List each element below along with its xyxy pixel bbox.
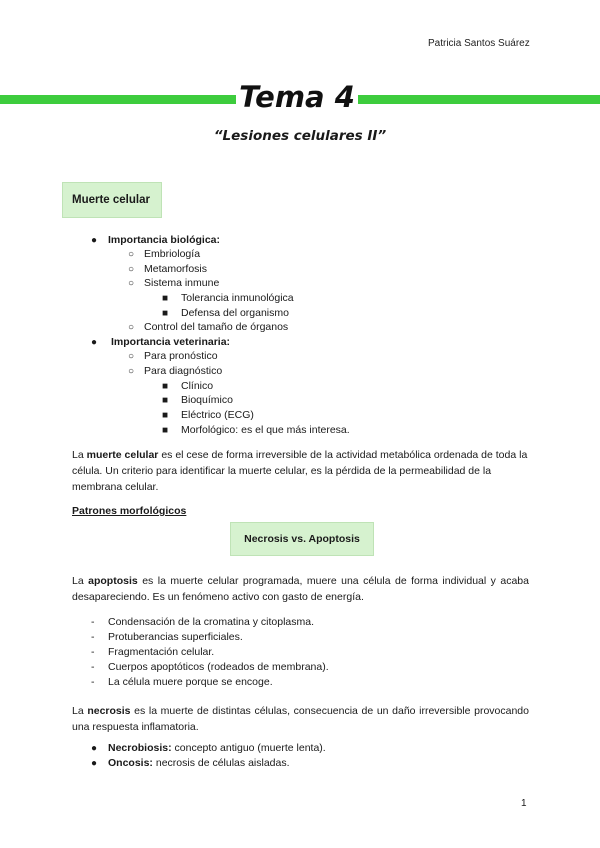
dash-marker: -: [91, 646, 95, 658]
list-subitem: Control del tamaño de órganos: [144, 321, 289, 333]
title-bar-left: [0, 95, 236, 104]
section-subheading: Patrones morfológicos: [72, 505, 187, 517]
bullet-square-icon: ■: [162, 425, 169, 436]
title-band: [0, 80, 600, 114]
section-heading-box: Muerte celular: [62, 182, 162, 218]
dash-list-item: Protuberancias superficiales.: [108, 631, 243, 643]
bullet-hollow-icon: ○: [128, 249, 135, 260]
list-subitem: Embriología: [144, 248, 201, 260]
bullet-hollow-icon: ○: [128, 264, 135, 275]
list-item-label: Importancia biológica:: [108, 234, 221, 246]
page-subtitle: “Lesiones celulares II”: [213, 128, 387, 144]
bullet-filled-icon: ●: [91, 235, 98, 246]
bullet-square-icon: ■: [162, 293, 169, 304]
title-bar-right: [358, 95, 600, 104]
bullet-hollow-icon: ○: [128, 366, 135, 377]
term-apoptosis: apoptosis: [88, 575, 138, 587]
dash-list-item: Cuerpos apoptóticos (rodeados de membrana).: [108, 661, 329, 673]
list-subitem: Para pronóstico: [144, 350, 218, 362]
list-subsubitem: Defensa del organismo: [181, 307, 289, 319]
definition-item: Oncosis: necrosis de células aisladas.: [108, 757, 290, 769]
dash-list-item: Fragmentación celular.: [108, 646, 215, 658]
list-item-label: Importancia veterinaria:: [111, 336, 231, 348]
bullet-hollow-icon: ○: [128, 278, 135, 289]
list-subitem: Para diagnóstico: [144, 365, 223, 377]
bullet-square-icon: ■: [162, 308, 169, 319]
bullet-filled-icon: ●: [91, 758, 98, 769]
bullet-square-icon: ■: [162, 381, 169, 392]
term-muerte-celular: muerte celular: [86, 449, 159, 461]
list-subsubitem: Clínico: [181, 380, 214, 392]
bullet-filled-icon: ●: [91, 743, 98, 754]
list-subsubitem: Tolerancia inmunológica: [181, 292, 294, 304]
list-subsubitem: Eléctrico (ECG): [181, 409, 254, 421]
page-title: Tema 4: [239, 80, 355, 114]
paragraph-muerte-celular: La muerte celular es el cese de forma irreversible de la actividad metabólica ordenada de toda la célula. Un criterio para identificar la muerte celular, es la pérdida de la permeabilidad de la membrana celular.: [72, 449, 528, 493]
list-subitem: Sistema inmune: [144, 277, 220, 289]
dash-marker: -: [91, 616, 95, 628]
page-number: 1: [521, 798, 527, 809]
paragraph-necrosis: La necrosis es la muerte de distintas células, consecuencia de un daño irreversible provocando una respuesta inflamatoria.: [72, 705, 529, 733]
list-subitem: Metamorfosis: [144, 263, 208, 275]
bullet-square-icon: ■: [162, 395, 169, 406]
definition-item: Necrobiosis: concepto antiguo (muerte lenta).: [108, 742, 326, 754]
topic-tag: Necrosis vs. Apoptosis: [230, 522, 374, 556]
term-necrosis: necrosis: [87, 705, 131, 717]
dash-list-item: La célula muere porque se encoge.: [108, 676, 273, 688]
list-subsubitem: Bioquímico: [181, 394, 233, 406]
header-author: Patricia Santos Suárez: [428, 38, 530, 49]
paragraph-apoptosis: La apoptosis es la muerte celular programada, muere una célula de forma individual y acaba desapareciendo. Es un fenómeno activo con gasto de energía.: [72, 575, 529, 603]
dash-marker: -: [91, 661, 95, 673]
bullet-filled-icon: ●: [91, 337, 98, 348]
bullet-square-icon: ■: [162, 410, 169, 421]
dash-marker: -: [91, 631, 95, 643]
dash-list-item: Condensación de la cromatina y citoplasma.: [108, 616, 315, 628]
list-subsubitem: Morfológico: es el que más interesa.: [181, 424, 350, 436]
bullet-hollow-icon: ○: [128, 351, 135, 362]
dash-marker: -: [91, 676, 95, 688]
bullet-hollow-icon: ○: [128, 322, 135, 333]
